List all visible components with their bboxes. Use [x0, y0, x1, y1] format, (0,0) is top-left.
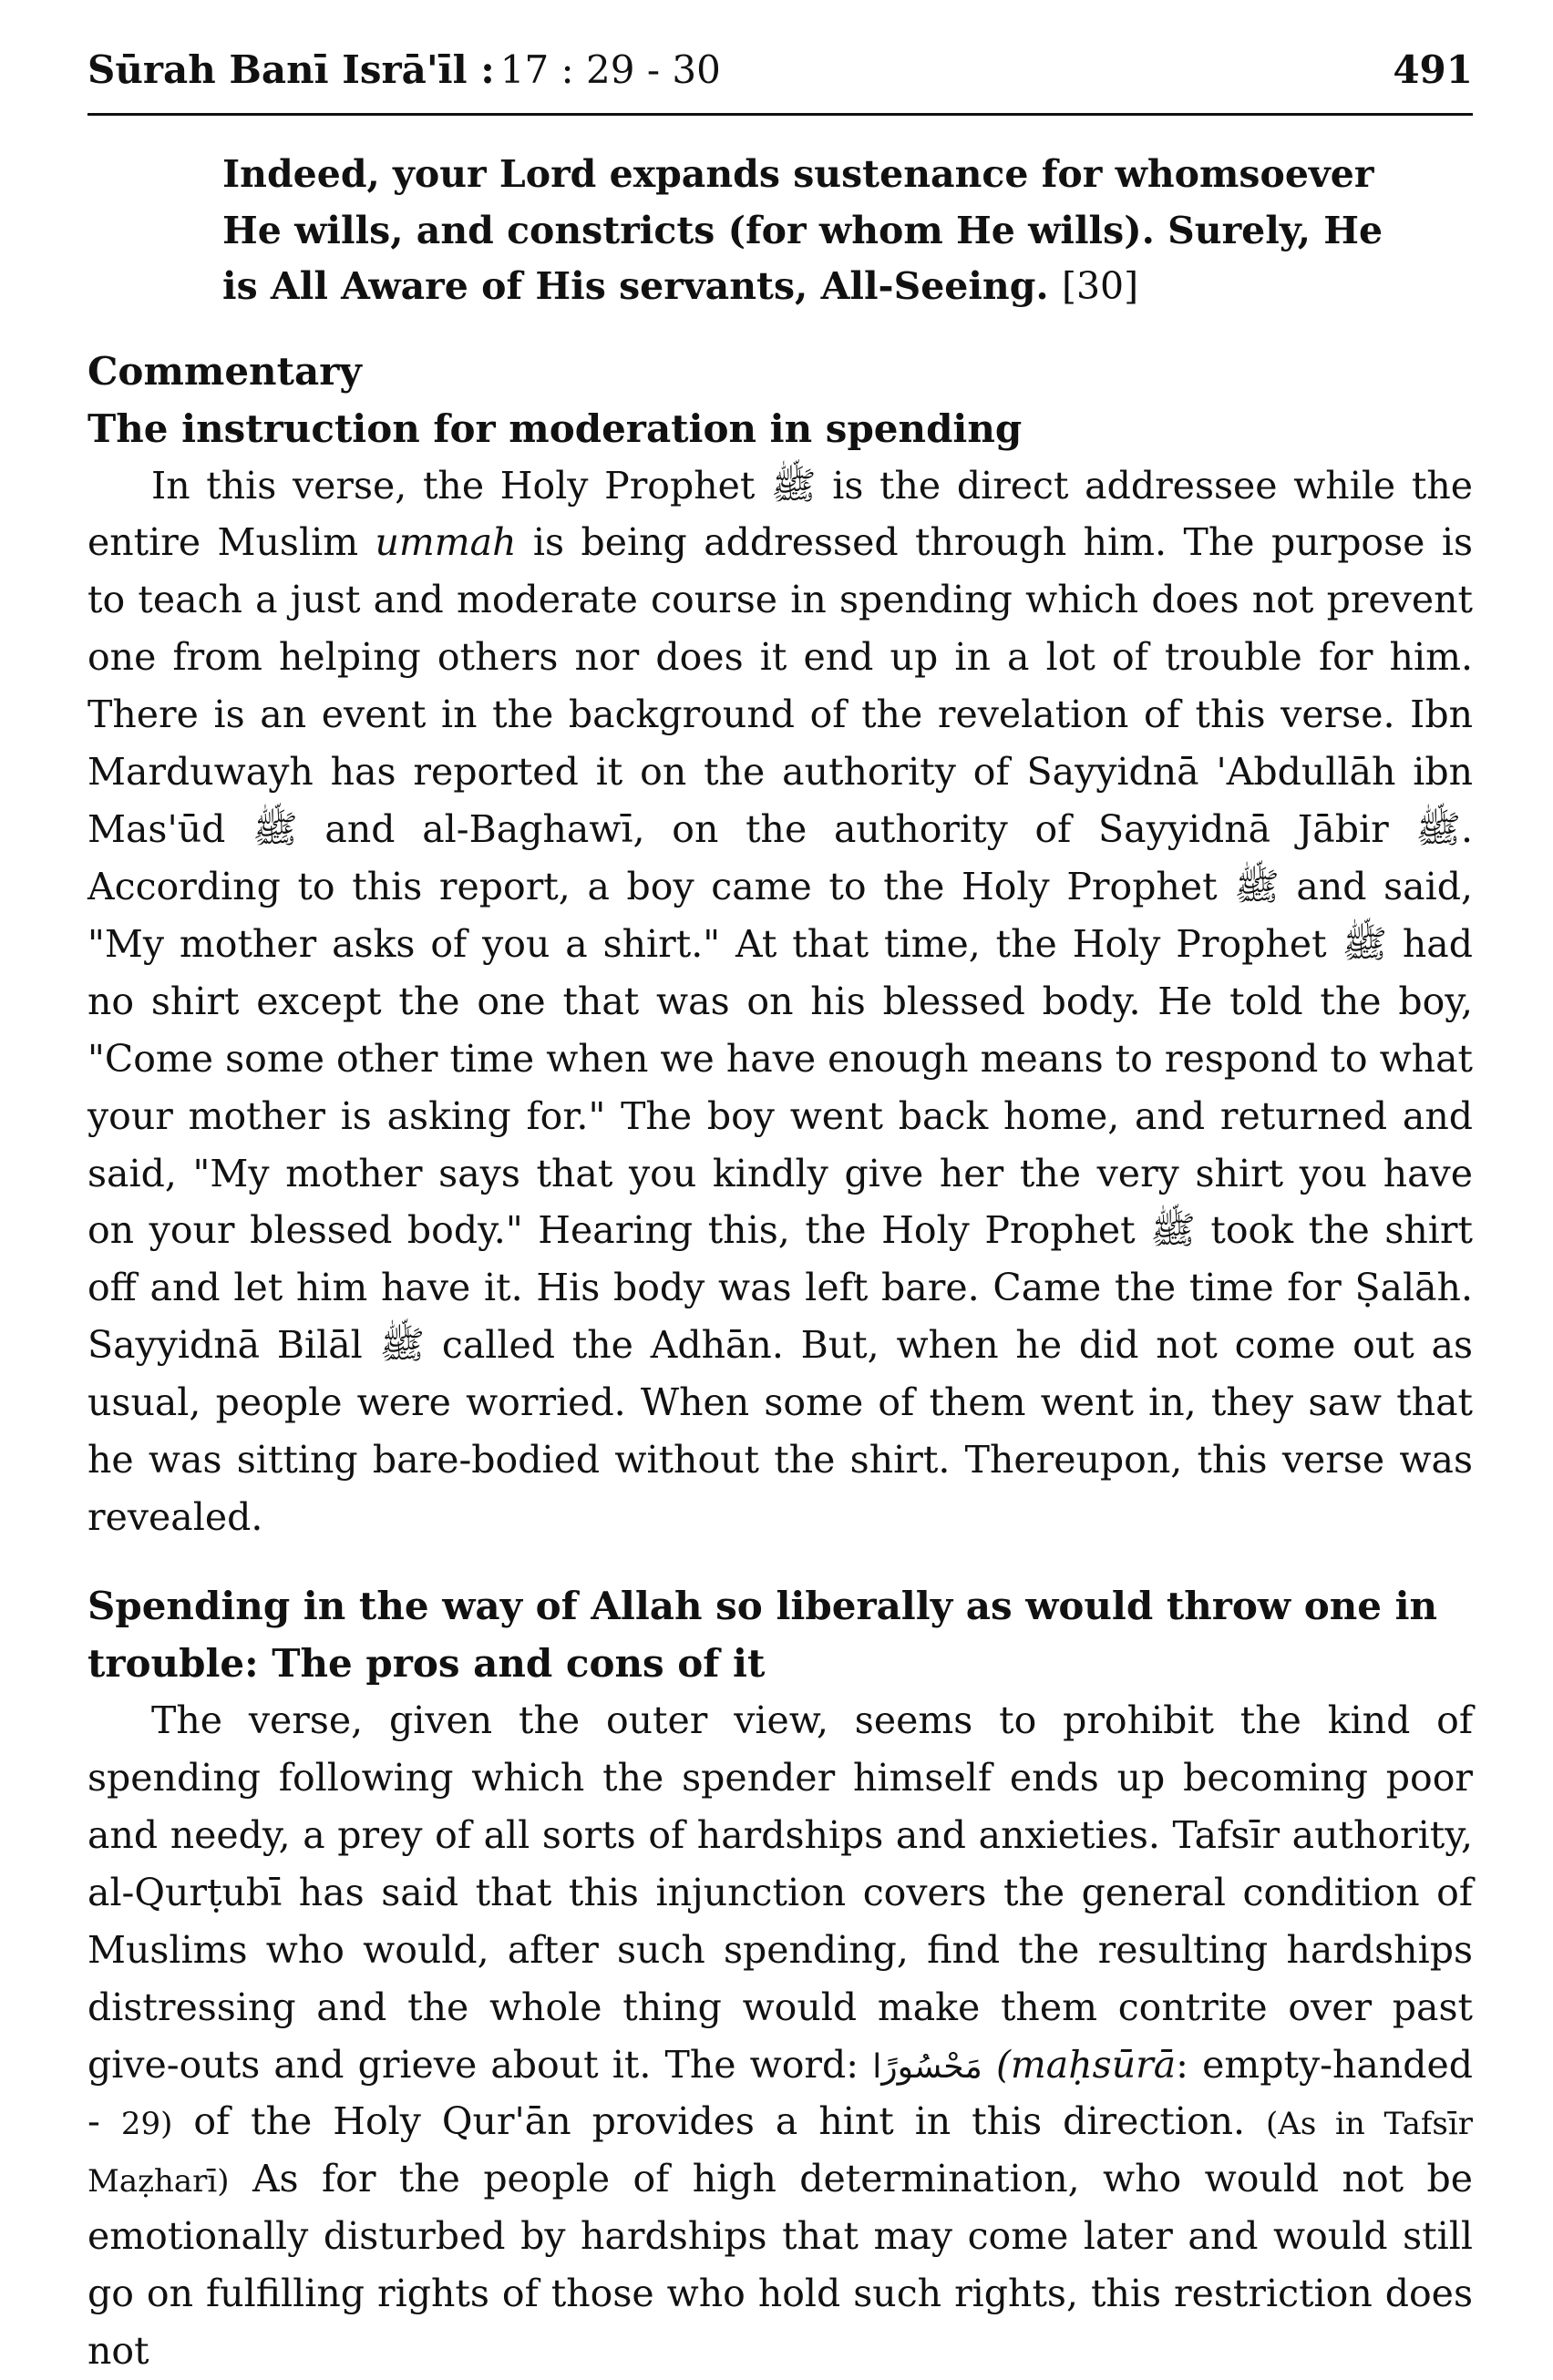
arabic-word: مَحْسُورًا — [872, 2047, 982, 2086]
running-title — [87, 47, 721, 92]
p2-text-a: The verse, given the outer view, seems to prohibit the kind of spending following which the spender himself ends up becoming poor and needy, a prey of all sorts of hardships and anxieties. Tafsīr authority, al-Qurṭubī has said that this injunction covers the general condition of Muslims who would, after such spending, find the resulting hardships distressing and the whole thing would make them contrite over past give-outs and grieve about it. The word: — [87, 1698, 1473, 2087]
p1-italic-ummah: ummah — [375, 520, 517, 565]
section-title-spending: Spending in the way of Allah so liberally as would throw one in trouble: The pros and cons of it — [87, 1584, 1438, 1687]
page-number: 491 — [1393, 47, 1473, 92]
section-title-moderation: The instruction for moderation in spending — [87, 405, 1023, 451]
surah-title: Sūrah Banī Isrā'īl : — [87, 47, 495, 92]
p2-text-d: As for the people of high determination, who would not be emotionally disturbed by hardships that may come later and would still go on fulfilling rights of those who hold such rights, this restriction does not — [87, 2157, 1473, 2374]
p2-source-ref: (As in Tafsīr Maẓharī) — [87, 2106, 1474, 2200]
verse-reference: 17 : 29 - 30 — [499, 47, 721, 92]
paragraph-2 — [87, 1692, 1473, 2380]
p2-italic-term: (maḥsūrā — [995, 2042, 1177, 2087]
commentary-heading: Commentary — [87, 348, 362, 394]
p1-text-b: is being addressed through him. The purpose is to teach a just and moderate course in spending which does not prevent one from helping others nor does it end up in a lot of trouble for him. There is an event in the background of the revelation of this verse. Ibn Marduwayh has reported it on the authority of Sayyidnā 'Abdullāh ibn Mas'ūd ﷺ and al-Baghawī, on the authority of Sayyidnā Jābir ﷺ. According to this report, a boy came to the Holy Prophet ﷺ and said, "My mother asks of you a shirt." At that time, the Holy Prophet ﷺ had no shirt except the one that was on his blessed body. He told the boy, "Come some other time when we have enough means to respond to what your mother is asking for." The boy went back home, and returned and said, "My mother says that you kindly give her the very shirt you have on your blessed body." Hearing this, the Holy Prophet ﷺ took the shirt off and let him have it. His body was left bare. Came the time for Ṣalāh. Sayyidnā Bilāl ﷺ called the Adhān. But, when he did not come out as usual, people were worried. When some of them went in, they saw that he was sitting bare-bodied without the shirt. Thereupon, this verse was revealed. — [87, 520, 1473, 1540]
verse-number: [30] — [1061, 264, 1139, 308]
p2-verse-ref: 29) — [120, 2106, 173, 2143]
verse-text: Indeed, your Lord expands sustenance for whomsoever He wills, and constricts (for whom He wills). Surely, He is All Aware of His servants, All-Seeing. — [222, 152, 1383, 308]
p1-text-a: In this verse, the Holy Prophet ﷺ is the direct addressee while the entire Muslim — [87, 463, 1473, 565]
p2-text-b: : empty-handed - — [87, 2042, 1473, 2144]
p2-text-c: of the Holy Qur'ān provides a hint in this direction. — [172, 2099, 1267, 2144]
verse-translation — [222, 147, 1407, 315]
paragraph-1 — [87, 457, 1473, 1547]
page-header — [87, 47, 1473, 116]
